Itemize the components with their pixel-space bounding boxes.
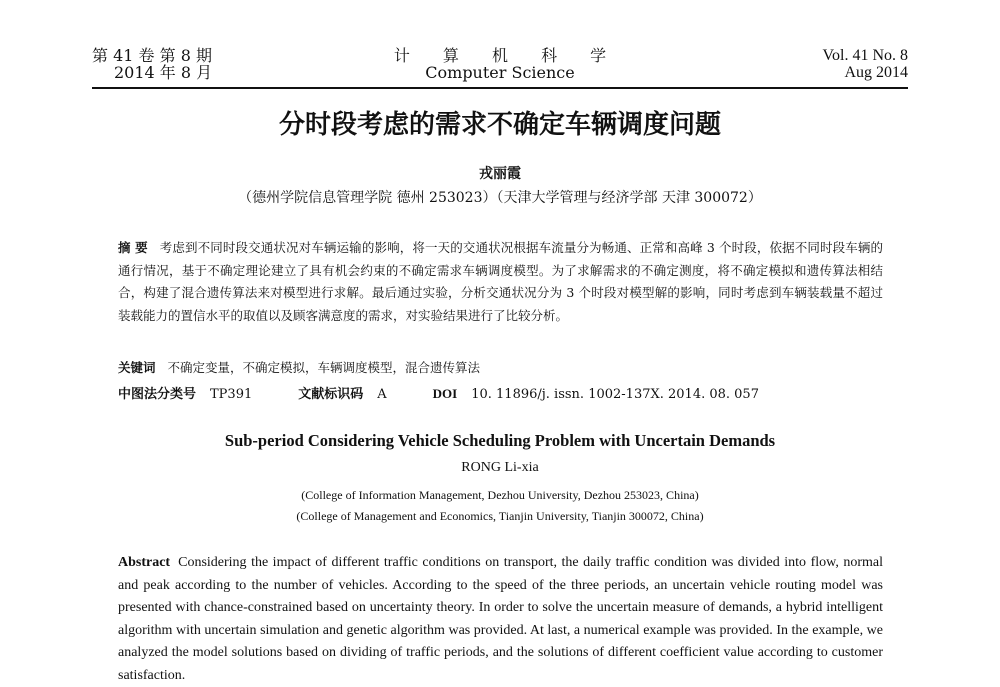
abstract-en — [118, 552, 883, 687]
clc-label: 中图法分类号 — [118, 387, 197, 402]
clc-value: TP391 — [210, 387, 253, 402]
journal-name-cn: 计 算 机 科 学 — [393, 46, 621, 65]
keywords-cn-label: 关键词 — [118, 360, 156, 375]
doc-code-label: 文献标识码 — [298, 387, 364, 402]
journal-volume-issue-en — [823, 47, 909, 81]
doc-code-value: A — [377, 387, 387, 402]
date-cn: 2014 年 8 月 — [114, 63, 213, 82]
abstract-cn — [118, 237, 883, 327]
header-divider — [92, 87, 908, 89]
paper-title-cn: 分时段考虑的需求不确定车辆调度问题 — [278, 110, 721, 140]
abstract-cn-label: 摘 要 — [118, 240, 148, 255]
paper-title-en: Sub-period Considering Vehicle Scheduling Problem with Uncertain Demands — [224, 431, 776, 450]
date-en: Aug 2014 — [844, 64, 908, 81]
classification-line — [118, 383, 759, 402]
author-en: RONG Li-xia — [461, 460, 539, 475]
keywords-cn — [118, 358, 480, 376]
affiliation-en-1: (College of Information Management, Dezhou University, Dezhou 253023, China) — [301, 488, 699, 502]
author-cn: 戎丽霞 — [479, 166, 521, 182]
abstract-en-text: Considering the impact of different traffic conditions on transport, the daily traffic condition was divided into flow, normal and peak according to the number of vehicles. According to the speed of the three periods, an uncertain vehicle routing model was presented with chance-constrained based on uncertainty theory. In order to solve the uncertain measure of demands, a hybrid intelligent algorithm with uncertain simulation and genetic algorithm was provided. At last, a numerical example was provided. In the example, we analyzed the model solutions based on dividing of traffic periods, and the solutions of different coefficient value according to customer satisfaction. — [118, 555, 883, 683]
affiliation-en-2: (College of Management and Economics, Tianjin University, Tianjin 300072, China) — [296, 509, 704, 523]
abstract-cn-text: 考虑到不同时段交通状况对车辆运输的影响，将一天的交通状况根据车流量分为畅通、正常和高峰 3 个时段，依据不同时段车辆的通行情况，基于不确定理论建立了具有机会约束的不确定需求车辆调度模型。为了求解需求的不确定测度，将不确定模拟和遗传算法相结合，构建了混合遗传算法来对模型进行求解。最后通过实验，分析交通状况分为 3 个时段对模型解的影响，同时考虑到车辆装载量不超过装载能力的置信水平的取值以及顾客满意度的需求，对实验结果进行了比较分析。 — [118, 240, 883, 323]
volume-issue-en: Vol. 41 No. 8 — [822, 47, 908, 64]
abstract-en-label: Abstract — [118, 555, 171, 570]
volume-issue-cn: 第 41 卷 第 8 期 — [92, 46, 212, 65]
doi-value: 10. 11896/j. issn. 1002-137X. 2014. 08. 057 — [471, 387, 759, 402]
doi-label: DOI — [432, 386, 458, 401]
keywords-cn-text: 不确定变量，不确定模拟，车辆调度模型，混合遗传算法 — [167, 360, 481, 375]
journal-name-en: Computer Science — [425, 63, 575, 82]
affiliation-cn: （德州学院信息管理学院 德州 253023）（天津大学管理与经济学部 天津 300072） — [238, 190, 762, 206]
